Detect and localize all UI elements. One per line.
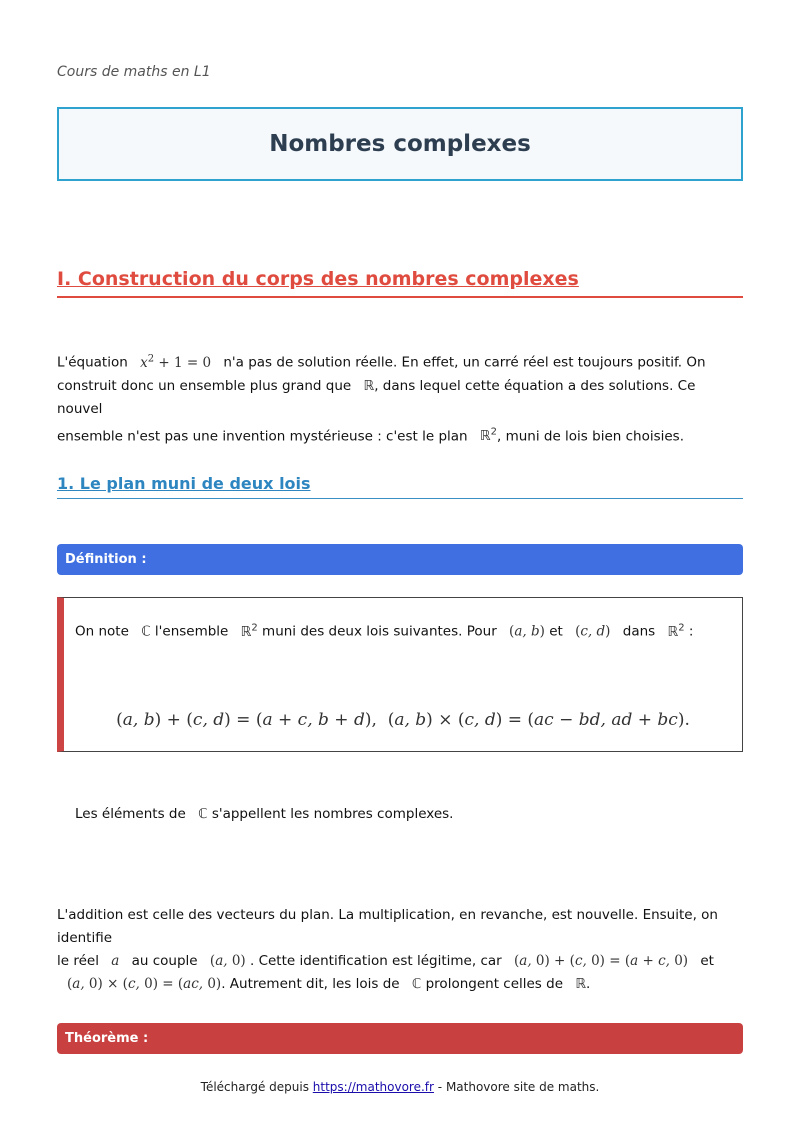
equation-math: $x^2 + 1 = 0$ (140, 353, 212, 371)
intro-text-1b: n'a pas de solution réelle. En effet, un carré réel est toujours positif. On (223, 354, 706, 371)
intro-paragraph (57, 347, 743, 448)
page-title: Nombres complexes (269, 131, 531, 157)
theorem-label: Théorème : (65, 1031, 149, 1046)
complex-symbol-3: ℂ (411, 976, 422, 992)
addition-text-2d: et (700, 953, 714, 969)
footer-link[interactable]: https://mathovore.fr (312, 1080, 434, 1094)
intro-text-2b: , dans lequel cette équation a des solutions. Ce nouvel (57, 377, 696, 417)
real-a: a (111, 953, 120, 969)
plane-symbol-def-2: ℝ$^2$ (667, 622, 685, 640)
theorem-bar (57, 1023, 743, 1054)
def-text-6: : (688, 623, 694, 640)
addition-text-3a: . Autrement dit, les lois de (221, 976, 400, 992)
reals-symbol-2: ℝ (575, 976, 587, 992)
def-text-4: et (549, 623, 563, 640)
definition-box (57, 597, 743, 752)
addition-text-3b: prolongent celles de (425, 976, 564, 992)
section-title: I. Construction du corps des nombres complexes (57, 268, 579, 290)
def-text-1: On note (75, 623, 129, 640)
sum-identity: (a, 0) + (c, 0) = (a + c, 0) (513, 953, 689, 969)
plane-symbol: ℝ$^2$ (479, 426, 497, 444)
def-text-5: dans (622, 623, 656, 640)
subsection-title: 1. Le plan muni de deux lois (57, 474, 311, 493)
reals-symbol: ℝ (363, 377, 375, 394)
title-box (57, 107, 743, 181)
footer-prefix: Téléchargé depuis (200, 1080, 309, 1094)
addition-text-3c: . (586, 976, 591, 992)
course-label: Cours de maths en L1 (57, 64, 211, 80)
addition-text-2b: au couple (131, 953, 198, 969)
elements-text-b: s'appellent les nombres complexes. (211, 806, 454, 822)
def-text-3: muni des deux lois suivantes. Pour (262, 623, 497, 640)
addition-text-2a: le réel (57, 953, 99, 969)
addition-paragraph (57, 904, 743, 996)
pair-cd: (c, d) (575, 623, 611, 640)
footer (0, 1080, 800, 1094)
addition-line-1: L'addition est celle des vecteurs du plan. La multiplication, en revanche, est nouvelle. Ensuite, on identifie (57, 907, 718, 946)
section-heading (57, 268, 743, 298)
definition-label: Définition : (65, 552, 147, 567)
intro-text-3a: ensemble n'est pas une invention mystérieuse : c'est le plan (57, 428, 468, 444)
intro-text-1a: L'équation (57, 354, 128, 371)
pair-ab: (a, b) (509, 623, 545, 640)
footer-suffix: - Mathovore site de maths. (437, 1080, 600, 1094)
definition-formula: (a, b) + (c, d) = (a + c, b + d), (a, b) × (c, d) = (ac − bd, ad + bc). (116, 710, 690, 730)
elements-sentence (75, 806, 453, 822)
product-identity: (a, 0) × (c, 0) = (ac, 0) (67, 976, 222, 992)
intro-text-2a: construit donc un ensemble plus grand que (57, 377, 352, 394)
intro-text-3b: , muni de lois bien choisies. (496, 428, 685, 444)
definition-statement (75, 622, 693, 640)
plane-symbol-def: ℝ$^2$ (240, 622, 258, 640)
def-text-2: l'ensemble (154, 623, 229, 640)
complex-symbol: ℂ (141, 623, 151, 640)
definition-bar (57, 544, 743, 575)
pair-a0: (a, 0) (209, 953, 246, 969)
subsection-heading (57, 474, 743, 499)
complex-symbol-2: ℂ (198, 806, 208, 822)
elements-text-a: Les éléments de (75, 806, 186, 822)
addition-text-2c: . Cette identification est légitime, car (249, 953, 502, 969)
